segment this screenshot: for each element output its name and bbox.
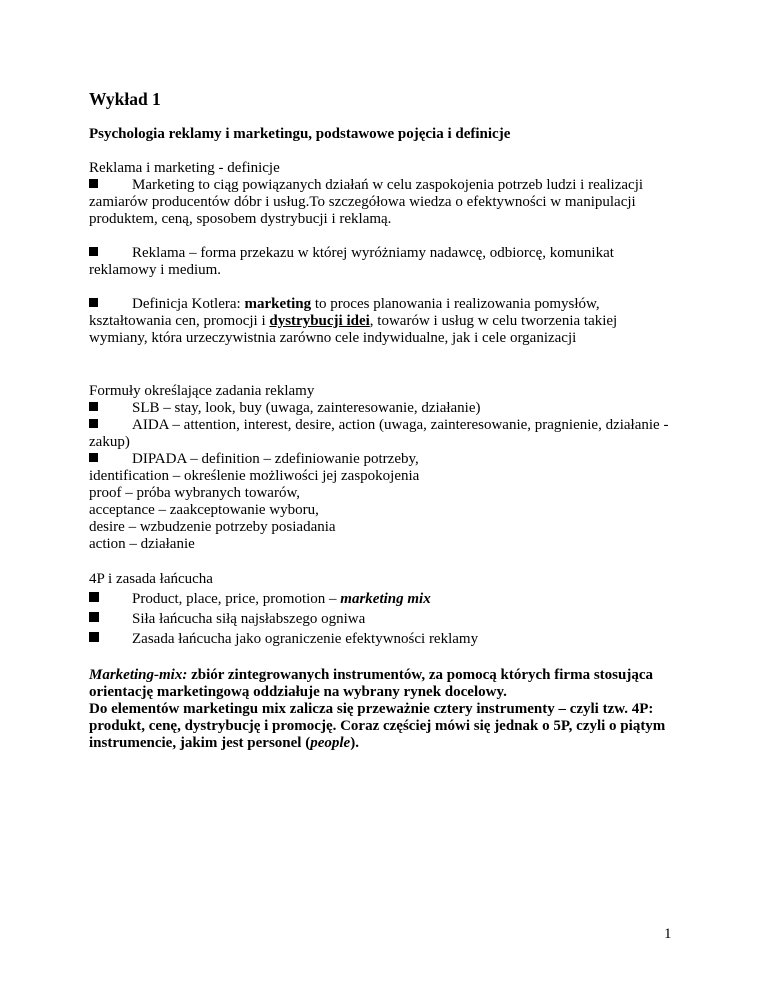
list-item: AIDA – attention, interest, desire, action (uwaga, zainteresowanie, pragnienie, działanie - (89, 417, 679, 434)
definition-reklama (89, 245, 679, 279)
paragraph-line: produkt, cenę, dystrybucję i promocję. Coraz częściej mówi się jednak o 5P, czyli o piątym (89, 718, 666, 734)
section-heading: Reklama i marketing - definicje (89, 160, 280, 176)
definition-kotler (89, 296, 679, 347)
paragraph-line: Marketing to ciąg powiązanych działań w celu zaspokojenia potrzeb ludzi i realizacji (89, 177, 679, 194)
square-bullet-icon (89, 453, 98, 462)
section-definitions (89, 160, 679, 228)
section-formulas (89, 383, 679, 553)
list-item: desire – wzbudzenie potrzeby posiadania (89, 519, 336, 535)
paragraph-line: reklamowy i medium. (89, 262, 222, 278)
page-number: 1 (664, 926, 672, 942)
paragraph-line: Definicja Kotlera: marketing to proces planowania i realizowania pomysłów, (89, 296, 679, 313)
square-bullet-icon (89, 632, 99, 642)
square-bullet-icon (89, 612, 99, 622)
square-bullet-icon (89, 247, 98, 256)
square-bullet-icon (89, 402, 98, 411)
paragraph-line: kształtowania cen, promocji i dystrybucji idei, towarów i usług w celu tworzenia takiej (89, 313, 618, 329)
list-item: action – działanie (89, 536, 195, 552)
paragraph-line: wymiany, która urzeczywistnia zarówno cele indywidualne, jak i cele organizacji (89, 330, 577, 346)
list-item: DIPADA – definition – zdefiniowanie potrzeby, (89, 451, 679, 468)
paragraph-line: zamiarów producentów dóbr i usług.To szczegółowa wiedza o efektywności w manipulacji (89, 194, 636, 210)
list-item: identification – określenie możliwości jej zaspokojenia (89, 468, 420, 484)
section-4p (89, 571, 679, 649)
page-title: Wykład 1 (89, 89, 161, 109)
list-item: SLB – stay, look, buy (uwaga, zainteresowanie, działanie) (89, 400, 679, 417)
list-item: Siła łańcucha siłą najsłabszego ogniwa (89, 609, 679, 629)
list-item: Product, place, price, promotion – marketing mix (89, 589, 679, 609)
square-bullet-icon (89, 179, 98, 188)
square-bullet-icon (89, 298, 98, 307)
list-item: acceptance – zaakceptowanie wyboru, (89, 502, 319, 518)
paragraph-line: orientację marketingową oddziałuje na wybrany rynek docelowy. (89, 684, 507, 700)
paragraph-line: produktem, ceną, sposobem dystrybucji i reklamą. (89, 211, 392, 227)
paragraph-line: Reklama – forma przekazu w której wyróżniamy nadawcę, odbiorcę, komunikat (89, 245, 679, 262)
square-bullet-icon (89, 419, 98, 428)
paragraph-line: Marketing-mix: zbiór zintegrowanych instrumentów, za pomocą których firma stosująca (89, 667, 653, 683)
section-heading: 4P i zasada łańcucha (89, 571, 213, 587)
page-subtitle: Psychologia reklamy i marketingu, podstawowe pojęcia i definicje (89, 126, 511, 142)
list-item: proof – próba wybranych towarów, (89, 485, 301, 501)
term: Marketing-mix: (89, 667, 188, 683)
paragraph-line: instrumencie, jakim jest personel (people). (89, 735, 359, 751)
list-item: Zasada łańcucha jako ograniczenie efektywności reklamy (89, 629, 679, 649)
section-heading: Formuły określające zadania reklamy (89, 383, 315, 399)
square-bullet-icon (89, 592, 99, 602)
list-item: zakup) (89, 434, 130, 450)
section-marketing-mix (89, 667, 679, 752)
paragraph-line: Do elementów marketingu mix zalicza się przeważnie cztery instrumenty – czyli tzw. 4P: (89, 701, 654, 717)
